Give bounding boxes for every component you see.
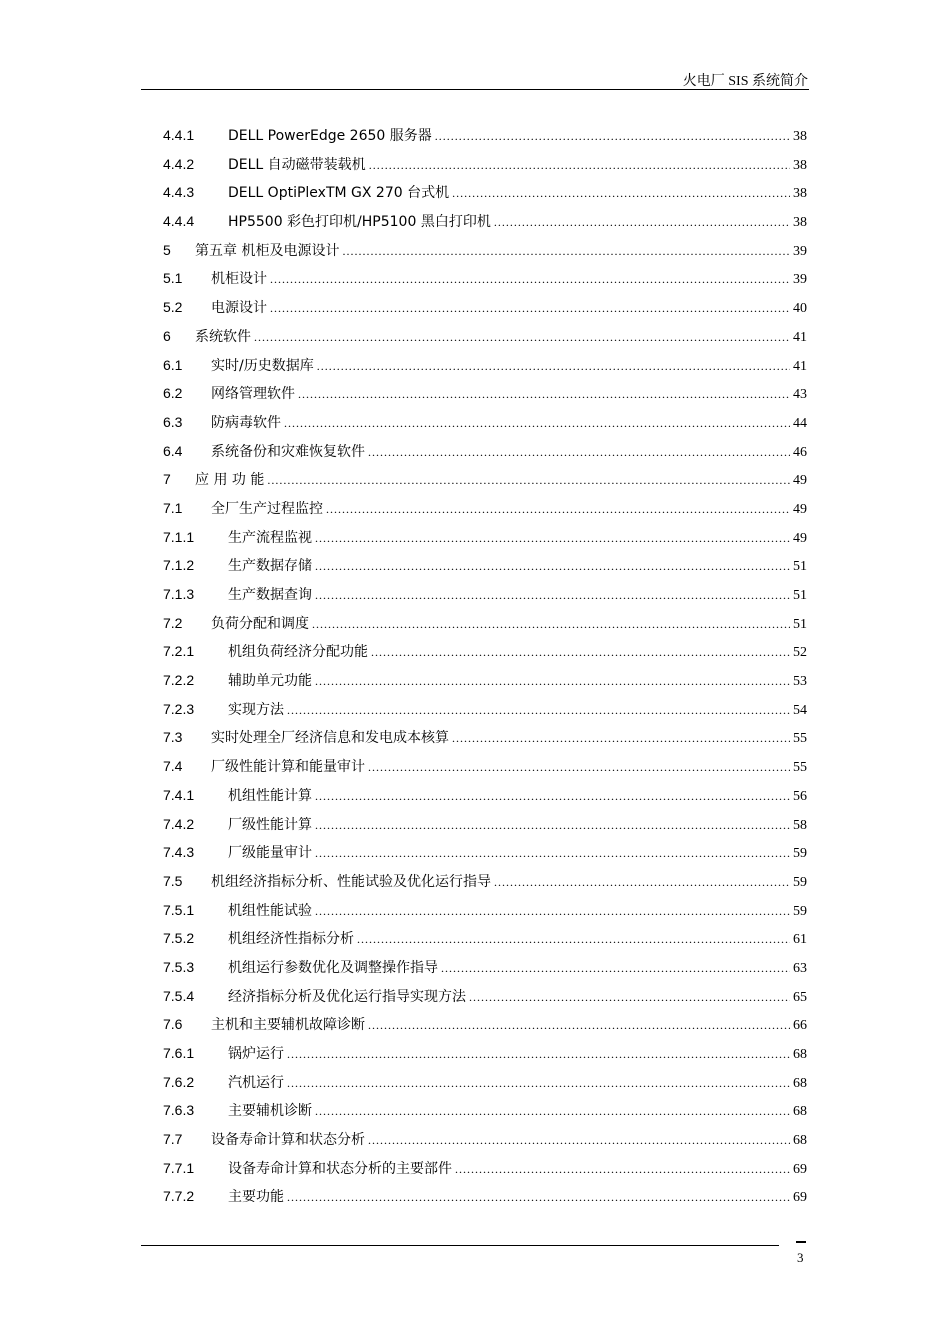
toc-entry[interactable] [163, 810, 807, 839]
toc-entry-page: 54 [793, 702, 807, 718]
toc-entry-number: 7.1.3 [163, 586, 195, 602]
toc-entry[interactable] [163, 1096, 807, 1125]
dot-leader [254, 323, 790, 352]
toc-entry[interactable] [163, 580, 807, 609]
toc-entry[interactable] [163, 264, 807, 293]
toc-entry-title: 机组经济指标分析、性能试验及优化运行指导 [211, 873, 491, 890]
toc-entry-page: 41 [793, 329, 807, 345]
toc-entry-title: DELL PowerEdge 2650 服务器 [228, 128, 432, 144]
dot-leader [287, 1069, 790, 1098]
toc-entry-title: 应 用 功 能 [195, 472, 265, 489]
dot-leader [315, 552, 790, 581]
toc-entry-page: 58 [793, 817, 807, 833]
dot-leader [284, 409, 790, 438]
toc-entry[interactable] [163, 609, 807, 638]
dot-leader [435, 122, 790, 151]
dot-leader [312, 610, 790, 639]
toc-entry-page: 49 [793, 530, 807, 546]
toc-entry-number: 6.3 [163, 413, 183, 430]
dot-leader [452, 179, 790, 208]
toc-entry[interactable] [163, 408, 807, 437]
toc-entry-number: 4.4.3 [163, 184, 195, 201]
toc-entry-title: 设备寿命计算和状态分析 [211, 1132, 365, 1149]
toc-entry[interactable] [163, 781, 807, 810]
toc-entry-page: 53 [793, 674, 807, 690]
toc-entry-title: 主机和主要辅机故障诊断 [211, 1017, 365, 1034]
toc-entry[interactable] [163, 379, 807, 408]
toc-entry-page: 46 [793, 444, 807, 460]
toc-entry-page: 55 [793, 760, 807, 776]
toc-entry[interactable] [163, 293, 807, 322]
dot-leader [494, 208, 790, 237]
toc-entry-page: 51 [793, 588, 807, 603]
toc-entry[interactable] [163, 924, 807, 953]
toc-entry-title: 主要辅机诊断 [228, 1103, 312, 1120]
toc-entry-number: 7.1.2 [163, 557, 195, 574]
toc-entry-title: DELL 自动磁带装载机 [228, 156, 366, 173]
toc-entry[interactable] [163, 465, 807, 494]
toc-entry[interactable] [163, 121, 807, 150]
toc-entry[interactable] [163, 178, 807, 207]
toc-entry-number: 6.4 [163, 442, 183, 459]
toc-entry[interactable] [163, 1125, 807, 1154]
dot-leader [315, 667, 790, 696]
toc-entry-number: 7.5.4 [163, 987, 195, 1004]
toc-entry-page: 43 [793, 387, 807, 403]
toc-entry-number: 7.1 [163, 499, 183, 516]
toc-entry-title: 主要功能 [228, 1189, 284, 1206]
toc-entry-title: 实现方法 [228, 701, 284, 718]
toc-entry[interactable] [163, 236, 807, 265]
dot-leader [452, 724, 790, 753]
toc-entry-page: 51 [793, 559, 807, 575]
dot-leader [287, 1040, 790, 1069]
toc-entry-title: 系统备份和灾难恢复软件 [211, 443, 365, 460]
toc-entry[interactable] [163, 437, 807, 466]
dot-leader [368, 1011, 790, 1040]
toc-entry-title: 锅炉运行 [228, 1046, 284, 1062]
dot-leader [357, 925, 790, 954]
toc-entry-number: 7.4.1 [163, 786, 195, 803]
toc-entry[interactable] [163, 207, 807, 236]
toc-entry-title: 电源设计 [211, 300, 267, 317]
toc-entry-number: 7.5.3 [163, 958, 195, 975]
toc-entry-title: 实时/历史数据库 [211, 357, 314, 374]
toc-entry-page: 41 [793, 358, 807, 374]
toc-entry-title: 经济指标分析及优化运行指导实现方法 [228, 988, 466, 1005]
toc-entry-page: 56 [793, 788, 807, 804]
toc-entry-title: 机组性能计算 [228, 787, 312, 804]
toc-entry[interactable] [163, 695, 807, 724]
toc-entry-page: 69 [793, 1161, 807, 1177]
toc-entry-number: 7.2.2 [163, 672, 195, 689]
toc-entry[interactable] [163, 1039, 807, 1068]
dot-leader [267, 466, 790, 495]
toc-entry-title: DELL OptiPlexTM GX 270 台式机 [228, 185, 450, 202]
dot-leader [317, 352, 790, 381]
dot-leader [315, 811, 790, 840]
running-header: 火电厂 SIS 系统简介 [682, 74, 808, 89]
toc-entry-number: 4.4.2 [163, 155, 195, 172]
dot-leader [270, 294, 790, 323]
toc-entry-page: 39 [793, 243, 807, 259]
toc-entry-page: 38 [793, 186, 807, 202]
toc-entry[interactable] [163, 838, 807, 867]
toc-entry-page: 55 [793, 731, 807, 747]
toc-entry-page: 61 [793, 932, 807, 948]
toc-entry-page: 68 [793, 1133, 807, 1149]
toc-entry-title: 厂级能量审计 [228, 845, 312, 862]
toc-entry[interactable] [163, 1010, 807, 1039]
toc-entry-number: 7.7.1 [163, 1159, 195, 1176]
toc-entry[interactable] [163, 1154, 807, 1183]
toc-entry-page: 68 [793, 1047, 807, 1062]
footer-mark [796, 1241, 806, 1243]
toc-entry-page: 44 [793, 415, 807, 431]
toc-entry[interactable] [163, 867, 807, 896]
toc-entry-title: 生产流程监视 [228, 529, 312, 546]
toc-entry-page: 63 [793, 960, 807, 976]
toc-entry-page: 38 [793, 157, 807, 173]
toc-entry-title: 负荷分配和调度 [211, 615, 309, 632]
toc-entry-number: 4.4.1 [163, 127, 195, 143]
toc-entry-title: 厂级性能计算和能量审计 [211, 759, 365, 776]
toc-entry-title: 网络管理软件 [211, 386, 295, 403]
toc-entry-page: 49 [793, 473, 807, 489]
toc-entry[interactable] [163, 1068, 807, 1097]
toc-entry-page: 51 [793, 616, 807, 632]
dot-leader [368, 1126, 790, 1155]
dot-leader [371, 638, 790, 667]
page-number: 3 [797, 1250, 804, 1265]
toc-entry[interactable] [163, 523, 807, 552]
toc-entry[interactable] [163, 1182, 807, 1211]
toc-entry-page: 40 [793, 301, 807, 317]
header-rule [141, 89, 809, 90]
toc-entry-title: 厂级性能计算 [228, 816, 312, 833]
toc-entry-title: 汽机运行 [228, 1074, 284, 1091]
toc-entry-number: 6 [163, 327, 171, 344]
toc-entry-number: 4.4.4 [163, 213, 195, 230]
dot-leader [315, 581, 790, 610]
toc-entry-title: 生产数据存储 [228, 558, 312, 575]
toc-entry-title: 机组经济性指标分析 [228, 931, 354, 948]
dot-leader [441, 954, 790, 983]
dot-leader [315, 1097, 790, 1126]
toc-entry-number: 6.2 [163, 385, 183, 402]
toc-entry-number: 7.1.1 [163, 528, 195, 545]
toc-entry[interactable] [163, 494, 807, 523]
footer-rule [141, 1245, 779, 1246]
toc-entry-number: 7.5.2 [163, 930, 195, 947]
toc-entry-number: 6.1 [163, 356, 183, 373]
toc-entry-page: 52 [793, 645, 807, 661]
toc-entry-title: 第五章 机柜及电源设计 [195, 242, 340, 259]
dot-leader [342, 237, 790, 266]
toc-entry-number: 7.6.2 [163, 1073, 195, 1090]
toc-entry-number: 7.4.2 [163, 815, 195, 832]
table-of-contents [163, 121, 807, 1211]
toc-entry-number: 7.6 [163, 1016, 183, 1033]
toc-entry[interactable] [163, 637, 807, 666]
toc-entry-page: 68 [793, 1075, 807, 1091]
dot-leader [369, 151, 790, 180]
toc-entry-number: 5.2 [163, 299, 183, 316]
dot-leader [287, 1183, 790, 1212]
toc-entry-title: 系统软件 [195, 328, 251, 345]
toc-entry-title: 全厂生产过程监控 [211, 500, 323, 517]
toc-entry[interactable] [163, 351, 807, 380]
toc-entry-number: 7.6.3 [163, 1102, 195, 1119]
toc-entry-page: 38 [793, 129, 807, 144]
toc-entry-title: 机组运行参数优化及调整操作指导 [228, 959, 438, 976]
toc-entry[interactable] [163, 982, 807, 1011]
dot-leader [270, 265, 790, 294]
toc-entry-number: 5.1 [163, 270, 183, 287]
toc-entry-page: 65 [793, 989, 807, 1005]
toc-entry-page: 68 [793, 1104, 807, 1120]
toc-entry-number: 7.3 [163, 729, 183, 746]
toc-entry-number: 7.6.1 [163, 1045, 195, 1061]
dot-leader [469, 983, 790, 1012]
dot-leader [315, 782, 790, 811]
dot-leader [315, 897, 790, 926]
dot-leader [315, 839, 790, 868]
dot-leader [298, 380, 790, 409]
toc-entry-number: 7.2.3 [163, 700, 195, 717]
toc-entry-number: 7.5.1 [163, 901, 195, 918]
toc-entry[interactable] [163, 322, 807, 351]
toc-entry-title: 生产数据查询 [228, 587, 312, 603]
toc-entry-title: 防病毒软件 [211, 414, 281, 431]
dot-leader [368, 438, 790, 467]
toc-entry[interactable] [163, 150, 807, 179]
toc-entry-number: 5 [163, 241, 171, 258]
toc-entry-page: 38 [793, 215, 807, 231]
dot-leader [494, 868, 790, 897]
toc-entry-page: 59 [793, 846, 807, 862]
toc-entry-page: 49 [793, 501, 807, 517]
toc-entry-number: 7.4 [163, 758, 183, 775]
toc-entry-number: 7 [163, 471, 171, 488]
toc-entry-number: 7.7.2 [163, 1188, 195, 1205]
toc-entry[interactable] [163, 551, 807, 580]
dot-leader [326, 495, 790, 524]
dot-leader [455, 1155, 790, 1184]
toc-entry-page: 66 [793, 1018, 807, 1034]
toc-entry-page: 59 [793, 874, 807, 890]
dot-leader [368, 753, 790, 782]
toc-entry-page: 59 [793, 903, 807, 919]
toc-entry-number: 7.7 [163, 1131, 183, 1148]
toc-entry-title: 机柜设计 [211, 271, 267, 288]
dot-leader [315, 524, 790, 553]
toc-entry[interactable] [163, 666, 807, 695]
toc-entry-title: 机组性能试验 [228, 902, 312, 919]
toc-entry[interactable] [163, 953, 807, 982]
toc-entry-title: 辅助单元功能 [228, 673, 312, 690]
toc-entry-title: 机组负荷经济分配功能 [228, 644, 368, 661]
dot-leader [287, 696, 790, 725]
toc-entry-title: 设备寿命计算和状态分析的主要部件 [228, 1160, 452, 1177]
toc-entry-number: 7.2.1 [163, 643, 195, 660]
toc-entry[interactable] [163, 896, 807, 925]
toc-entry-number: 7.2 [163, 614, 183, 631]
toc-entry-page: 39 [793, 272, 807, 288]
toc-entry-page: 69 [793, 1190, 807, 1206]
toc-entry-number: 7.5 [163, 872, 183, 889]
toc-entry-number: 7.4.3 [163, 844, 195, 861]
toc-entry[interactable] [163, 752, 807, 781]
toc-entry-title: 实时处理全厂经济信息和发电成本核算 [211, 730, 449, 747]
toc-entry-title: HP5500 彩色打印机/HP5100 黑白打印机 [228, 214, 491, 231]
toc-entry[interactable] [163, 723, 807, 752]
